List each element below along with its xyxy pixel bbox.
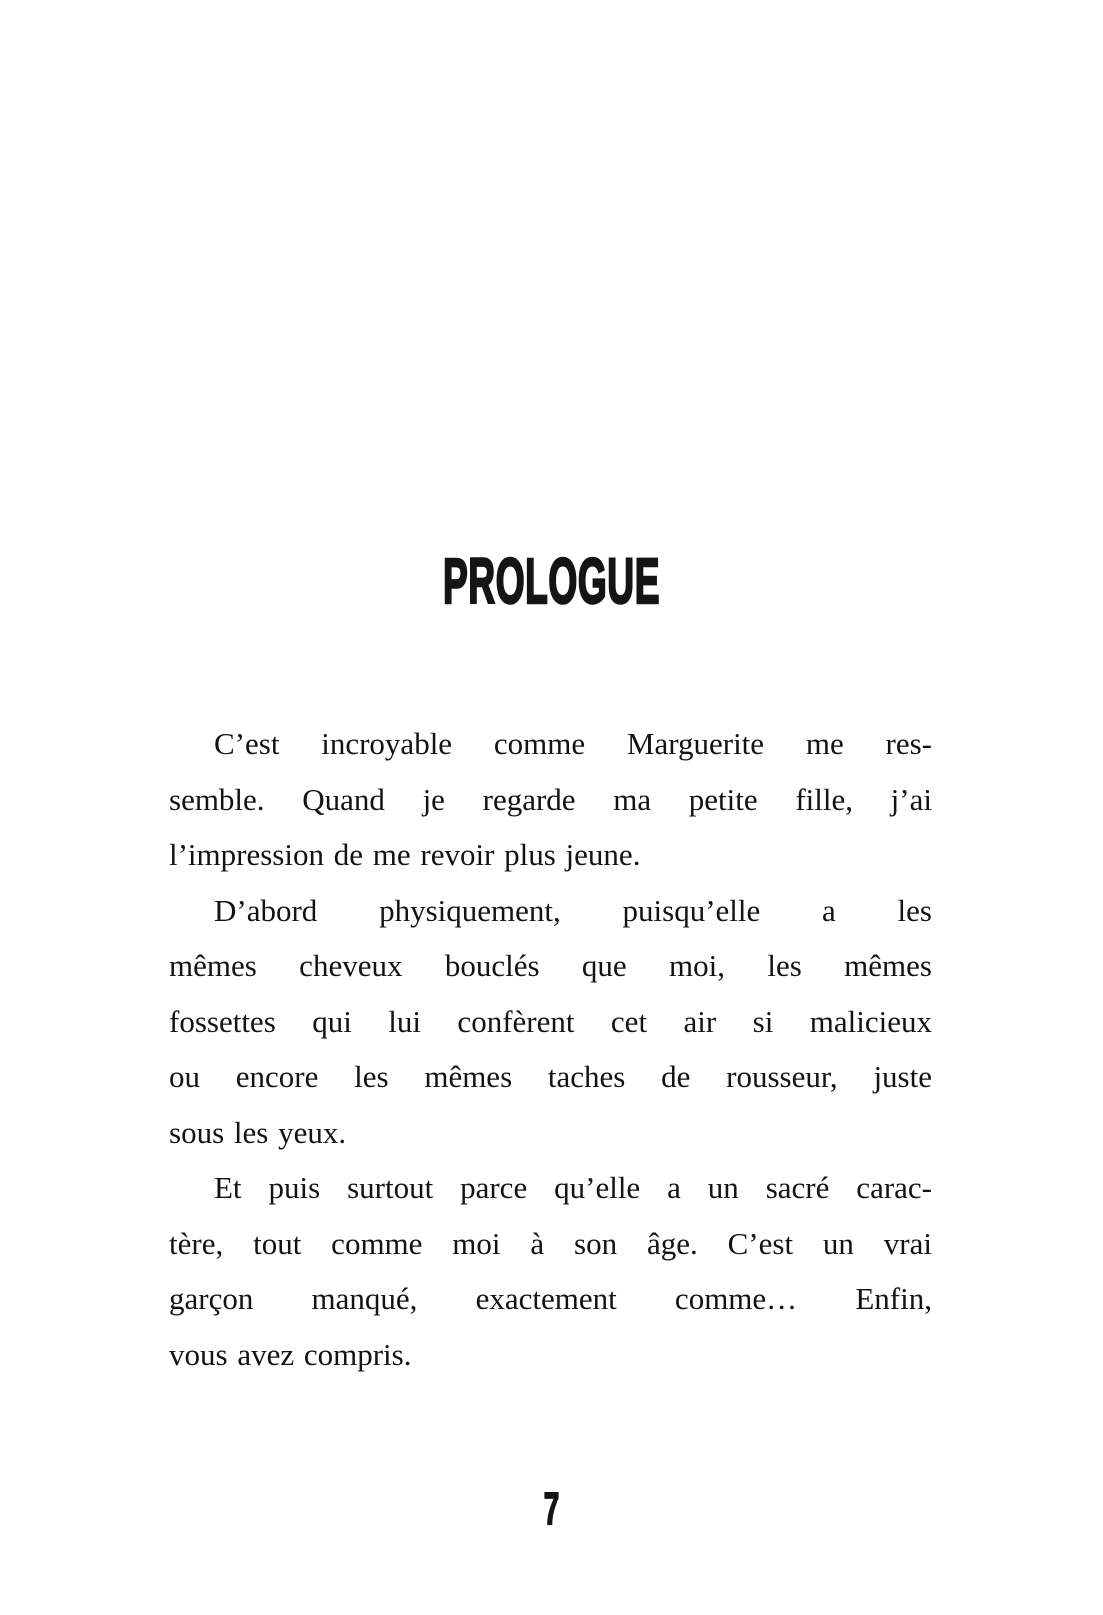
page-number: 7 bbox=[543, 1483, 560, 1534]
paragraph-3-line: garçon manqué, exactement comme… Enfin, bbox=[169, 1281, 932, 1316]
paragraph-1-line: l’impression de me revoir plus jeune. bbox=[169, 837, 641, 872]
paragraph-2-line: mêmes cheveux bouclés que moi, les mêmes bbox=[169, 948, 932, 983]
paragraph-3-line: tère, tout comme moi à son âge. C’est un vrai bbox=[169, 1225, 932, 1261]
paragraph-2-line: fossettes qui lui confèrent cet air si malicieux bbox=[169, 1003, 932, 1039]
paragraph-2-line: D’abord physiquement, puisqu’elle a les bbox=[214, 892, 932, 928]
paragraph-3-line: vous avez compris. bbox=[169, 1336, 412, 1372]
paragraph-1-line: semble. Quand je regarde ma petite fille, j’ai bbox=[169, 781, 932, 817]
body-text bbox=[169, 716, 932, 1382]
paragraph-1-line: C’est incroyable comme Marguerite me res- bbox=[214, 726, 932, 761]
chapter-title: PROLOGUE bbox=[442, 545, 661, 617]
paragraph-2-line: ou encore les mêmes taches de rousseur, juste bbox=[169, 1059, 932, 1094]
paragraph-2-line: sous les yeux. bbox=[169, 1114, 347, 1150]
paragraph-3-line: Et puis surtout parce qu’elle a un sacré carac- bbox=[214, 1170, 932, 1205]
